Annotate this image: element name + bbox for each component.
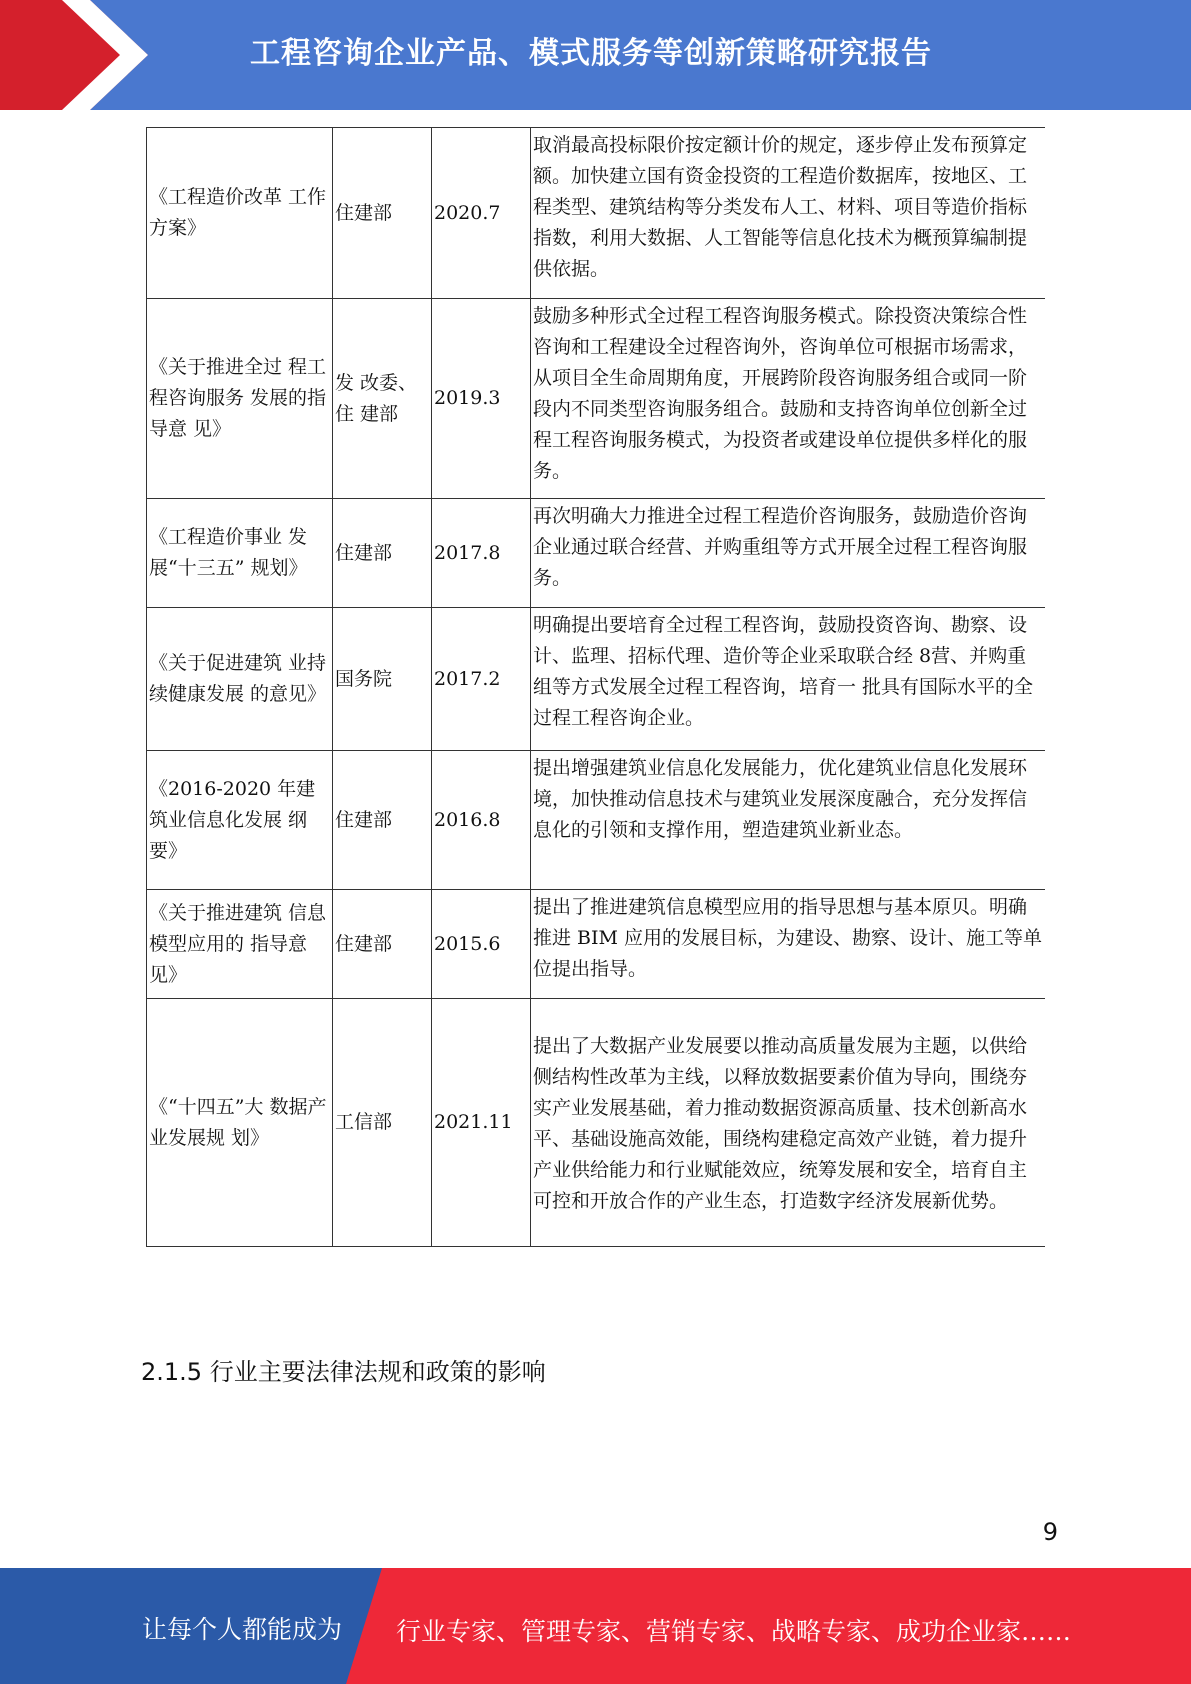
policy-department: 工信部 [333,999,432,1247]
policy-name: 《工程造价事业 发展“十三五” 规划》 [147,499,333,608]
footer-slogan-right: 行业专家、管理专家、营销专家、战略专家、成功企业家…… [396,1617,1072,1646]
policy-name: 《“十四五”大 数据产业发展规 划》 [147,999,333,1247]
table-row [147,999,1045,1247]
table-row [147,890,1045,999]
policy-department: 住建部 [333,751,432,890]
policy-department: 国务院 [333,608,432,751]
policy-content: 鼓励多种形式全过程工程咨询服务模式。除投资决策综合性咨询和工程建设全过程咨询外，咨询单位可根据市场需求，从项目全生命周期角度，开展跨阶段咨询服务组合或同一阶段内不同类型咨询服务组合。鼓励和支持咨询单位创新全过程工程咨询服务模式，为投资者或建设单位提供多样化的服务。 [531,299,1045,499]
policy-name: 《2016-2020 年建筑业信息化发展 纲要》 [147,751,333,890]
policy-date: 2016.8 [432,751,531,890]
policy-content: 提出增强建筑业信息化发展能力，优化建筑业信息化发展环境，加快推动信息技术与建筑业发展深度融合，充分发挥信息化的引领和支撑作用，塑造建筑业新业态。 [531,751,1045,890]
policy-content: 提出了推进建筑信息模型应用的指导思想与基本原贝。明确推进 BIM 应用的发展目标，为建设、勘察、设计、施工等单位提出指导。 [531,890,1045,999]
table-row [147,499,1045,608]
page-header [0,0,1191,110]
policy-department: 发 改委、住 建部 [333,299,432,499]
policy-date: 2021.11 [432,999,531,1247]
table-row [147,608,1045,751]
policy-name: 《工程造价改革 工作方案》 [147,128,333,299]
page-footer [0,1568,1191,1684]
footer-slogan-left: 让每个人都能成为 [142,1615,343,1644]
policy-date: 2015.6 [432,890,531,999]
policy-department: 住建部 [333,890,432,999]
policy-content: 取消最高投标限价按定额计价的规定，逐步停止发布预算定额。加快建立国有资金投资的工程造价数据库，按地区、工程类型、建筑结构等分类发布人工、材料、项目等造价指标指数，利用大数据、人工智能等信息化技术为概预算编制提供依据。 [531,128,1045,299]
report-title: 工程咨询企业产品、模式服务等创新策略研究报告 [250,36,932,71]
table-row [147,299,1045,499]
policy-date: 2017.8 [432,499,531,608]
policy-department: 住建部 [333,499,432,608]
policy-department: 住建部 [333,128,432,299]
policy-name: 《关于推进建筑 信息模型应用的 指导意见》 [147,890,333,999]
policy-table [146,127,1045,1247]
policy-date: 2017.2 [432,608,531,751]
policy-content: 提出了大数据产业发展要以推动高质量发展为主题，以供给侧结构性改革为主线，以释放数据要素价值为导向，围绕夯实产业发展基础，着力推动数据资源高质量、技术创新高水平、基础设施高效能，围绕构建稳定高效产业链，着力提升产业供给能力和行业赋能效应，统筹发展和安全，培育自主可控和开放合作的产业生态，打造数字经济发展新优势。 [531,999,1045,1247]
section-heading: 2.1.5 行业主要法律法规和政策的影响 [141,1358,546,1386]
policy-name: 《关于促进建筑 业持续健康发展 的意见》 [147,608,333,751]
policy-content: 明确提出要培育全过程工程咨询，鼓励投资咨询、勘察、设计、监理、招标代理、造价等企业采取联合经 8营、并购重组等方式发展全过程工程咨询，培育一 批具有国际水平的全过程工程咨询企业。 [531,608,1045,751]
policy-date: 2019.3 [432,299,531,499]
table-row [147,128,1045,299]
page-number: 9 [1042,1518,1058,1546]
policy-content: 再次明确大力推进全过程工程造价咨询服务，鼓励造价咨询企业通过联合经营、并购重组等方式开展全过程工程咨询服务。 [531,499,1045,608]
policy-date: 2020.7 [432,128,531,299]
policy-name: 《关于推进全过 程工程咨询服务 发展的指导意 见》 [147,299,333,499]
table-row [147,751,1045,890]
